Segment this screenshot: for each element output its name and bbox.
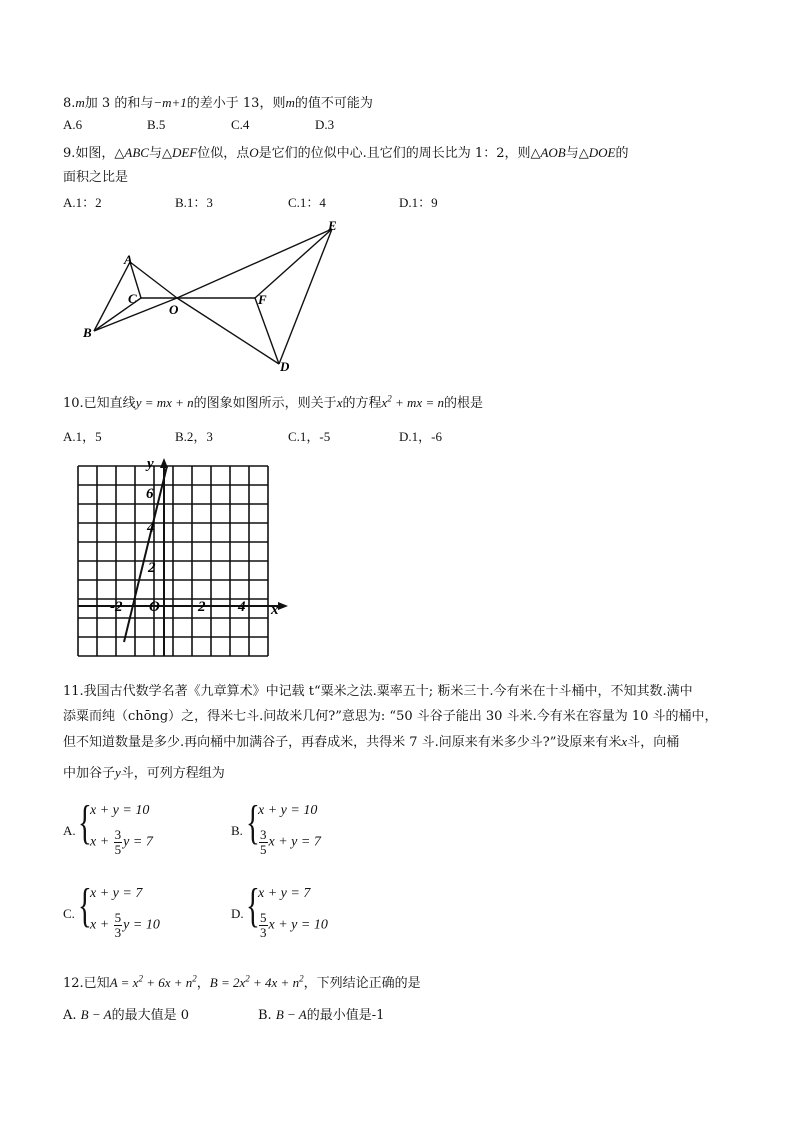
q10-stem: 10.已知直线y = mx + n的图象如图所示，则关于x的方程$x^2$ + mx = n的根是 <box>63 393 483 411</box>
q9-label-a: A <box>124 252 133 267</box>
q10-option-c: C.1，-5 <box>288 429 331 444</box>
q11-line1: 11.我国古代数学名著《九章算术》中记载 t“粟米之法.粟率五十; 粝米三十.今有米在十斗桶中，不知其数.满中 <box>63 684 693 699</box>
q11-option-a-label: A. <box>63 823 76 838</box>
q11-option-b-eq2: $\frac{3}{5}$ x + y = 7 <box>260 827 321 857</box>
q10-option-d: D.1，-6 <box>399 429 442 444</box>
q9-label-b: B <box>83 325 92 340</box>
q9-option-b: B.1：3 <box>175 195 213 210</box>
q8-stem: 8.m加 3 的和与−m+1的差小于 13，则m的值不可能为 <box>63 95 373 111</box>
q10-option-b: B.2，3 <box>175 429 213 444</box>
q9-option-d: D.1：9 <box>399 195 438 210</box>
q9-option-c: C.1：4 <box>288 195 326 210</box>
q8-option-d: D.3 <box>315 117 335 132</box>
q12-stem: 12.已知$A = x^2 + 6x + n^2$，$B = 2x^2 + 4x + n^2$，下列结论正确的是 <box>63 973 421 991</box>
q9-label-o: O <box>169 302 179 317</box>
q10-tick-4: 4 <box>147 520 155 536</box>
q12-option-a: A. B − A的最大值是 0 <box>63 1007 189 1023</box>
q10-graph <box>72 456 292 662</box>
q10-tick-neg2: -2 <box>110 599 123 615</box>
q8-option-c: C.4 <box>231 117 250 132</box>
q9-stem-line1: 9.如图，△ABC与△DEF位似，点O是它们的位似中心.且它们的周长比为 1：2，则△AOB与△DOE的 <box>63 145 629 161</box>
q11-line3: 但不知道数量是多少.再向桶中加满谷子，再舂成米，共得米 7 斗.问原来有米多少斗?”设原来有米x斗，向桶 <box>63 734 680 750</box>
q9-label-c: C <box>128 291 137 306</box>
q11-option-a-eq2: x + $\frac{3}{5}$ y = 7 <box>90 827 153 857</box>
q11-option-d-eq1: x + y = 7 <box>258 886 311 901</box>
q8-option-a: A.6 <box>63 117 83 132</box>
q11-line2: 添粟而纯（chōng）之，得米七斗.问故米几何?”意思为: “50 斗谷子能出 30 斗米.今有米在容量为 10 斗的桶中， <box>63 709 718 724</box>
q10-option-a: A.1，5 <box>63 429 102 444</box>
q11-option-c-brace: { <box>78 879 92 932</box>
q11-option-c-eq2: x + $\frac{5}{3}$ y = 10 <box>90 910 160 940</box>
q11-option-c-label: C. <box>63 906 75 921</box>
q9-option-a: A.1：2 <box>63 195 102 210</box>
q9-stem-line2: 面积之比是 <box>63 170 129 185</box>
q11-option-d-eq2: $\frac{5}{3}$ x + y = 10 <box>260 910 328 940</box>
q11-option-d-label: D. <box>231 906 244 921</box>
q9-figure <box>80 218 350 378</box>
q11-option-b-label: B. <box>231 823 243 838</box>
q10-tick-x4: 4 <box>238 599 246 615</box>
q10-x-arrow-icon <box>278 602 288 610</box>
q11-option-d-brace: { <box>246 879 260 932</box>
q9-label-e: E <box>328 218 337 233</box>
q10-y-label: y <box>147 456 154 472</box>
q11-option-a-eq1: x + y = 10 <box>90 803 150 818</box>
q9-label-d: D <box>280 359 290 374</box>
q10-origin: O <box>149 599 160 615</box>
q11-line4: 中加谷子y斗，可列方程组为 <box>63 765 225 781</box>
q10-tick-2: 2 <box>148 560 156 576</box>
q11-option-a-brace: { <box>78 796 92 849</box>
q10-grid <box>78 466 268 656</box>
q9-label-f: F <box>258 292 267 307</box>
q10-tick-6: 6 <box>146 486 154 502</box>
q10-x-label: x <box>271 602 279 618</box>
q11-option-c-eq1: x + y = 7 <box>90 886 143 901</box>
q12-option-b: B. B − A的最小值是-1 <box>258 1007 385 1023</box>
q11-option-b-brace: { <box>246 796 260 849</box>
q8-option-b: B.5 <box>147 117 166 132</box>
q11-option-b-eq1: x + y = 10 <box>258 803 318 818</box>
q10-tick-x2: 2 <box>198 599 206 615</box>
